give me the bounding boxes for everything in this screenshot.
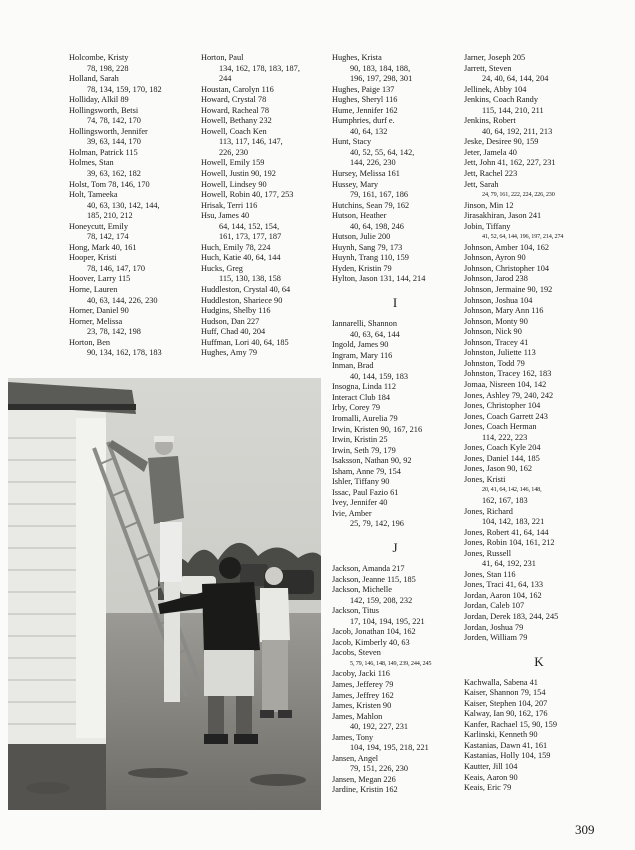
index-column-4 <box>464 53 614 794</box>
index-entry-name: Jordan, Aaron 104, 162 <box>464 590 542 600</box>
index-entry-name: Johnson, Christopher 104 <box>464 263 550 273</box>
index-entry-name: Jacob, Kimberly 40, 63 <box>332 637 410 647</box>
index-entry-name: James, Kristen 90 <box>332 701 392 711</box>
index-entry-name: Hursey, Melissa 161 <box>332 169 400 179</box>
index-entry-name: Kastanias, Holly 104, 159 <box>464 751 551 761</box>
index-entry-pages: 104, 142, 183, 221 <box>482 517 545 527</box>
index-entry-name: Huynh, Trang 110, 159 <box>332 253 409 263</box>
index-entry-pages: 25, 79, 142, 196 <box>350 519 404 529</box>
index-entry-name: Horton, Paul <box>201 53 244 62</box>
index-entry-name: Kanfer, Rachael 15, 90, 159 <box>464 719 557 729</box>
index-entry-name: Jones, Ashley 79, 240, 242 <box>464 390 554 400</box>
index-entry-name: Johnson, Amber 104, 162 <box>464 242 550 252</box>
index-entry-name: Huddleston, Shariece 90 <box>201 295 283 305</box>
index-entry-name: Isham, Anne 79, 154 <box>332 466 401 476</box>
index-entry-name: Jorden, William 79 <box>464 633 528 643</box>
index-entry-name: Jones, Coach Kyle 204 <box>464 443 541 453</box>
index-entry-name: Jones, Christopher 104 <box>464 401 541 411</box>
index-entry-name: James, Jeffrey 162 <box>332 690 394 700</box>
index-entry-name: Horton, Ben <box>69 337 111 347</box>
index-entry-name: Isaksson, Nathan 90, 92 <box>332 456 412 466</box>
index-entry-pages: 40, 64, 132 <box>350 126 388 136</box>
index-entry-name: Hussey, Mary <box>332 179 379 189</box>
index-entry-pages: 40, 52, 55, 64, 142, <box>350 147 415 157</box>
index-entry-name: Johnson, Mary Ann 116 <box>464 306 544 316</box>
index-column-2 <box>201 53 325 359</box>
index-entry-name: Kaiser, Stephen 104, 207 <box>464 698 548 708</box>
index-entry-pages: 24, 79, 161, 222, 224, 226, 230 <box>482 191 555 199</box>
index-entry-name: Jones, Kristi <box>464 474 506 484</box>
index-entry-pages: 39, 63, 144, 170 <box>87 137 141 147</box>
index-entry-pages: 79, 161, 167, 186 <box>350 190 409 200</box>
index-entry-name: Howell, Coach Ken <box>201 126 267 136</box>
section-letter-i: I <box>392 295 398 311</box>
index-entry-pages: 134, 162, 178, 183, 187, <box>219 63 300 73</box>
index-entry-pages: 40, 144, 159, 183 <box>350 371 409 381</box>
index-entry-name: Karlinski, Kenneth 90 <box>464 730 538 740</box>
index-entry-pages: 162, 167, 183 <box>482 495 528 505</box>
index-entry-name: Jordan, Derek 183, 244, 245 <box>464 611 559 621</box>
index-entry-name: Hutchins, Sean 79, 162 <box>332 200 410 210</box>
index-entry-name: Hughes, Krista <box>332 53 382 62</box>
page-number: 309 <box>575 822 595 837</box>
index-entry-pages: 196, 197, 298, 301 <box>350 74 413 84</box>
index-entry-name: Jackson, Titus <box>332 606 380 616</box>
index-entry-pages: 24, 40, 64, 144, 204 <box>482 74 549 84</box>
index-entry-name: Johnson, Jermaine 90, 192 <box>464 285 553 295</box>
index-entry-pages: 226, 230 <box>219 147 249 157</box>
index-entry-name: Kachwalla, Sabena 41 <box>464 677 538 687</box>
index-entry-name: Jones, Jason 90, 162 <box>464 464 532 474</box>
index-entry-name: Horne, Lauren <box>69 285 118 295</box>
index-entry-pages: 244 <box>219 74 232 84</box>
index-entry-name: Holmes, Stan <box>69 158 114 168</box>
index-entry-name: Hudson, Dan 227 <box>201 316 260 326</box>
section-letter-k: K <box>534 653 544 669</box>
index-entry-name: Jinson, Min 12 <box>464 200 514 210</box>
index-entry-name: Jacoby, Jacki 116 <box>332 669 390 679</box>
index-entry-name: Issac, Paul Fazio 61 <box>332 487 399 497</box>
index-entry-name: Jones, Coach Garrett 243 <box>464 411 548 421</box>
index-entry-name: Ivie, Amber <box>332 508 372 518</box>
index-entry-pages: 40, 64, 192, 211, 213 <box>482 126 553 136</box>
index-entry-pages: 142, 159, 208, 232 <box>350 595 413 605</box>
index-entry-name: Johnson, Ayron 90 <box>464 253 526 263</box>
index-entry-name: Johnson, Nick 90 <box>464 327 522 337</box>
index-entry-name: Howell, Bethany 232 <box>201 116 272 126</box>
index-entry-name: Howard, Crystal 78 <box>201 95 267 105</box>
index-entry-pages: 78, 198, 228 <box>87 63 129 73</box>
index-entry-name: Jett, Rachel 223 <box>464 169 518 179</box>
index-entry-pages: 39, 63, 162, 182 <box>87 169 141 179</box>
index-entry-name: Keais, Eric 79 <box>464 783 512 793</box>
index-entry-name: Huffman, Lori 40, 64, 185 <box>201 337 289 347</box>
index-entry-name: Johnson, Tracey 41 <box>464 337 529 347</box>
index-entry-name: Keais, Aaron 90 <box>464 772 518 782</box>
index-entry-name: Jones, Coach Herman <box>464 422 537 432</box>
index-entry-name: Johnson, Monty 90 <box>464 316 528 326</box>
index-entry-name: Hollingsworth, Betsi <box>69 105 139 115</box>
index-entry-name: Ivey, Jennifer 40 <box>332 498 388 508</box>
index-entry-name: Johnston, Todd 79 <box>464 358 525 368</box>
index-entry-name: Huynh, Sang 79, 173 <box>332 242 403 252</box>
index-entry-name: Johnston, Tracey 162, 183 <box>464 369 552 379</box>
index-entry-name: Hughes, Sheryl 116 <box>332 95 398 105</box>
index-entry-name: Johnson, Jarod 238 <box>464 274 528 284</box>
index-entry-name: Interact Club 184 <box>332 392 391 402</box>
index-entry-pages: 78, 146, 147, 170 <box>87 263 146 273</box>
index-entry-pages: 144, 226, 230 <box>350 158 396 168</box>
index-entry-name: Jones, Russell <box>464 548 512 558</box>
index-entry-name: Holt, Tameeka <box>69 190 118 200</box>
section-letter-j: J <box>392 539 398 555</box>
index-entry-name: Jenkins, Coach Randy <box>464 95 538 105</box>
index-entry-name: Jones, Robert 41, 64, 144 <box>464 527 549 537</box>
index-entry-name: Hudgins, Shelby 116 <box>201 306 271 316</box>
index-entry-name: Jett, Sarah <box>464 179 499 189</box>
index-entry-pages: 41, 64, 192, 231 <box>482 559 536 569</box>
index-entry-name: Huch, Katie 40, 64, 144 <box>201 253 281 263</box>
index-entry-name: Iannarelli, Shannon <box>332 319 397 329</box>
index-entry-name: Jacob, Jonathan 104, 162 <box>332 627 416 637</box>
index-entry-name: Jones, Traci 41, 64, 133 <box>464 580 544 590</box>
index-entry-pages: 161, 173, 177, 187 <box>219 232 282 242</box>
index-entry-pages: 115, 144, 210, 211 <box>482 105 544 115</box>
index-entry-name: Jordan, Joshua 79 <box>464 622 524 632</box>
index-entry-name: Hunt, Stacy <box>332 137 372 147</box>
index-entry-name: Jellinek, Abby 104 <box>464 84 527 94</box>
index-entry-name: Hutson, Heather <box>332 211 387 221</box>
index-entry-pages: 114, 222, 223 <box>482 432 528 442</box>
index-entry-name: Jeske, Desiree 90, 159 <box>464 137 539 147</box>
index-entry-name: Jones, Daniel 144, 185 <box>464 453 540 463</box>
index-entry-name: Johnson, Joshua 104 <box>464 295 533 305</box>
index-entry-pages: 40, 63, 64, 144 <box>350 329 400 339</box>
index-entry-name: Hsu, James 40 <box>201 211 250 221</box>
index-entry-name: Jackson, Jeanne 115, 185 <box>332 574 416 584</box>
index-entry-name: Irwin, Kristin 25 <box>332 435 388 445</box>
index-entry-name: Jobin, Tiffany <box>464 221 511 231</box>
index-entry-pages: 5, 79, 146, 148, 149, 239, 244, 245 <box>350 659 432 667</box>
index-entry-name: Kastanias, Dawn 41, 161 <box>464 740 548 750</box>
index-entry-name: Honeycutt, Emily <box>69 221 128 231</box>
index-entry-name: Howell, Emily 159 <box>201 158 265 168</box>
index-entry-name: Jirasakhiran, Jason 241 <box>464 211 542 221</box>
index-entry-name: Jenkins, Robert <box>464 116 516 126</box>
index-entry-pages: 185, 210, 212 <box>87 211 133 221</box>
index-entry-name: Jackson, Amanda 217 <box>332 563 405 573</box>
index-entry-name: Irwin, Seth 79, 179 <box>332 445 396 455</box>
index-entry-name: Jones, Robin 104, 161, 212 <box>464 538 555 548</box>
index-entry-name: Hume, Jennifer 162 <box>332 105 398 115</box>
index-entry-name: Ingold, James 90 <box>332 340 389 350</box>
index-entry-name: Inman, Brad <box>332 361 374 371</box>
index-entry-name: Ingram, Mary 116 <box>332 350 393 360</box>
index-entry-name: Irwin, Kristen 90, 167, 216 <box>332 424 423 434</box>
index-entry-name: Humphries, durf e. <box>332 116 395 126</box>
index-entry-name: Irby, Corey 79 <box>332 403 381 413</box>
index-entry-pages: 20, 41, 64, 142, 146, 148, <box>482 486 542 494</box>
index-entry-pages: 40, 64, 198, 246 <box>350 221 404 231</box>
index-entry-pages: 90, 134, 162, 178, 183 <box>87 348 162 358</box>
index-entry-pages: 115, 130, 138, 158 <box>219 274 281 284</box>
index-entry-name: Kalway, Ian 90, 162, 176 <box>464 709 548 719</box>
index-entry-name: Johnston, Juliette 113 <box>464 348 536 358</box>
index-entry-name: Hylton, Jason 131, 144, 214 <box>332 274 426 284</box>
index-entry-name: Horner, Melissa <box>69 316 123 326</box>
index-entry-name: Holliday, Alkil 89 <box>69 95 129 105</box>
index-entry-name: Howell, Justin 90, 192 <box>201 169 276 179</box>
index-entry-name: Insogna, Linda 112 <box>332 382 396 392</box>
index-entry-name: James, Tony <box>332 732 374 742</box>
index-entry-name: Jansen, Megan 226 <box>332 774 396 784</box>
index-entry-name: Huch, Emily 78, 224 <box>201 242 271 252</box>
index-entry-name: Hutson, Julie 200 <box>332 232 391 242</box>
index-entry-name: Kautter, Jill 104 <box>464 762 518 771</box>
index-entry-name: Jomaa, Nisreen 104, 142 <box>464 379 547 389</box>
index-entry-name: Jardine, Kristin 162 <box>332 785 398 795</box>
index-entry-name: Kaiser, Shannon 79, 154 <box>464 688 546 698</box>
index-entry-name: Hooper, Kristi <box>69 253 117 263</box>
index-entry-name: Hrisak, Terri 116 <box>201 200 258 210</box>
index-entry-name: Jordan, Caleb 107 <box>464 601 525 611</box>
photo-volunteers-painting-house <box>8 378 321 810</box>
index-column-3 <box>332 53 458 796</box>
index-entry-name: Iromalli, Aurelia 79 <box>332 413 398 423</box>
index-entry-name: Hughes, Amy 79 <box>201 348 258 358</box>
index-entry-name: James, Mahlon <box>332 711 383 721</box>
index-entry-name: Ishler, Tiffany 90 <box>332 477 390 487</box>
index-entry-name: Houstan, Carolyn 116 <box>201 84 274 94</box>
index-entry-name: Jett, John 41, 162, 227, 231 <box>464 158 556 168</box>
index-entry-name: Jones, Stan 116 <box>464 569 516 579</box>
index-entry-name: Jeter, Jamela 40 <box>464 147 517 157</box>
index-entry-name: Jarner, Joseph 205 <box>464 53 526 62</box>
index-entry-name: Howard, Racheal 78 <box>201 105 269 115</box>
index-entry-name: Huddleston, Crystal 40, 64 <box>201 285 291 295</box>
index-entry-name: Jacobs, Steven <box>332 648 381 658</box>
index-entry-name: Jones, Richard <box>464 506 513 516</box>
index-entry-pages: 90, 183, 184, 188, <box>350 63 411 73</box>
index-entry-pages: 40, 192, 227, 231 <box>350 722 409 732</box>
index-entry-name: Holst, Tom 78, 146, 170 <box>69 179 150 189</box>
index-entry-pages: 23, 78, 142, 198 <box>87 327 141 337</box>
index-entry-name: James, Jefferey 79 <box>332 679 394 689</box>
index-entry-name: Jansen, Angel <box>332 753 379 763</box>
index-entry-pages: 78, 142, 174 <box>87 232 129 242</box>
index-entry-name: Huff, Chad 40, 204 <box>201 327 266 337</box>
index-entry-name: Jarrett, Steven <box>464 63 512 73</box>
index-entry-name: Holman, Patrick 115 <box>69 147 138 157</box>
index-entry-name: Hollingsworth, Jennifer <box>69 126 148 136</box>
index-entry-name: Holland, Sarah <box>69 74 119 84</box>
index-entry-name: Jackson, Michelle <box>332 585 392 595</box>
index-entry-pages: 113, 117, 146, 147, <box>219 137 283 147</box>
index-entry-name: Horner, Daniel 90 <box>69 306 129 316</box>
index-entry-pages: 79, 151, 226, 230 <box>350 764 409 774</box>
index-entry-pages: 104, 194, 195, 218, 221 <box>350 743 429 753</box>
index-entry-pages: 64, 144, 152, 154, <box>219 221 280 231</box>
index-entry-pages: 41, 52, 64, 144, 196, 197, 214, 274 <box>482 233 564 241</box>
index-entry-pages: 74, 78, 142, 170 <box>87 116 141 126</box>
index-entry-name: Holcombe, Kristy <box>69 53 129 62</box>
index-entry-name: Hughes, Paige 137 <box>332 84 395 94</box>
index-column-1 <box>69 53 191 359</box>
index-entry-pages: 40, 63, 130, 142, 144, <box>87 200 160 210</box>
index-entry-pages: 40, 63, 144, 226, 230 <box>87 295 158 305</box>
index-entry-name: Hucks, Greg <box>201 263 243 273</box>
index-entry-name: Hong, Mark 40, 161 <box>69 242 137 252</box>
index-entry-pages: 17, 104, 194, 195, 221 <box>350 616 425 626</box>
index-entry-name: Howell, Robin 40, 177, 253 <box>201 190 294 200</box>
index-entry-name: Hyden, Kristin 79 <box>332 263 392 273</box>
index-entry-name: Hoover, Larry 115 <box>69 274 131 284</box>
index-entry-pages: 78, 134, 159, 170, 182 <box>87 84 162 94</box>
index-entry-name: Howell, Lindsey 90 <box>201 179 267 189</box>
